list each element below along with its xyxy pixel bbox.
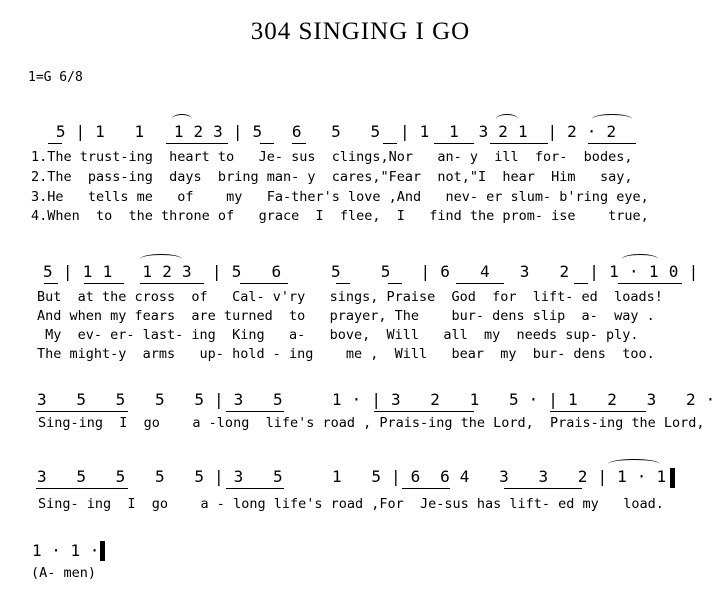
slur [140, 254, 182, 264]
underline [36, 411, 128, 412]
underline [44, 283, 58, 284]
slur [608, 459, 660, 469]
coda-final-barline [100, 541, 105, 561]
underline [36, 488, 128, 489]
slur [172, 114, 192, 124]
system1-lyric-1: 1.The trust-ing heart to Je- sus clings,Nor an- y ill for- bodes, [31, 149, 633, 165]
underline [336, 283, 350, 284]
underline [402, 488, 450, 489]
final-barline [670, 468, 675, 488]
underline [260, 143, 274, 144]
slur [592, 114, 632, 124]
underline [383, 143, 397, 144]
underline [226, 411, 284, 412]
underline [226, 488, 284, 489]
underline [166, 143, 228, 144]
system1-lyric-2: 2.The pass-ing days bring man- y cares,"Fear not,"I hear Him say, [31, 169, 633, 185]
coda-lyric: (A- men) [31, 565, 97, 581]
underline [456, 283, 504, 284]
system3-notes: 3 5 5 5 5 | 3 5 1 · | 3 2 1 5 · | 1 2 3 2 · [37, 390, 716, 409]
underline [240, 283, 288, 284]
system2-notes: 5 | 1 1 1 2 3 | 5 6 5 5 | 6 4 3 2 | 1 · 1 0 | [43, 262, 699, 281]
underline [588, 143, 636, 144]
underline [292, 143, 306, 144]
system1-notes: 5 | 1 1 1 2 3 | 5 6 5 5 | 1 1 3 2 1 | 2 · 2 [46, 122, 617, 141]
underline [140, 283, 204, 284]
underline [490, 143, 548, 144]
underline [48, 143, 62, 144]
underline [84, 283, 124, 284]
hymn-title: 304 SINGING I GO [250, 18, 471, 45]
underline [434, 143, 474, 144]
underline [388, 283, 402, 284]
underline [504, 488, 582, 489]
key-signature: 1=G 6/8 [28, 70, 83, 85]
underline [574, 283, 588, 284]
system2-lyric-4: The might-y arms up- hold - ing me , Will bear my bur- dens too. [37, 346, 655, 362]
underline [618, 283, 682, 284]
system2-lyric-3: My ev- er- last- ing King a- bove, Will all my needs sup- ply. [37, 327, 639, 343]
slur [496, 114, 518, 124]
system1-lyric-3: 3.He tells me of my Fa-ther's love ,And nev- er slum- b'ring eye, [31, 189, 649, 205]
coda-notes: 1 · 1 · [32, 541, 100, 560]
system4-lyric: Sing- ing I go a - long life's road ,For Je-sus has lift- ed my load. [38, 496, 664, 512]
system2-lyric-1: But at the cross of Cal- v'ry sings, Praise God for lift- ed loads! [37, 289, 663, 305]
system1-lyric-4: 4.When to the throne of grace I flee, I find the prom- ise true, [31, 208, 649, 224]
system4-notes: 3 5 5 5 5 | 3 5 1 5 | 6 6 4 3 3 2 | 1 · 1 [37, 467, 667, 486]
slur [622, 254, 658, 264]
underline [550, 411, 646, 412]
underline [374, 411, 474, 412]
system2-lyric-2: And when my fears are turned to prayer, The bur- dens slip a- way . [37, 308, 655, 324]
system3-lyric: Sing-ing I go a -long life's road , Prais-ing the Lord, Prais-ing the Lord, [38, 415, 705, 431]
